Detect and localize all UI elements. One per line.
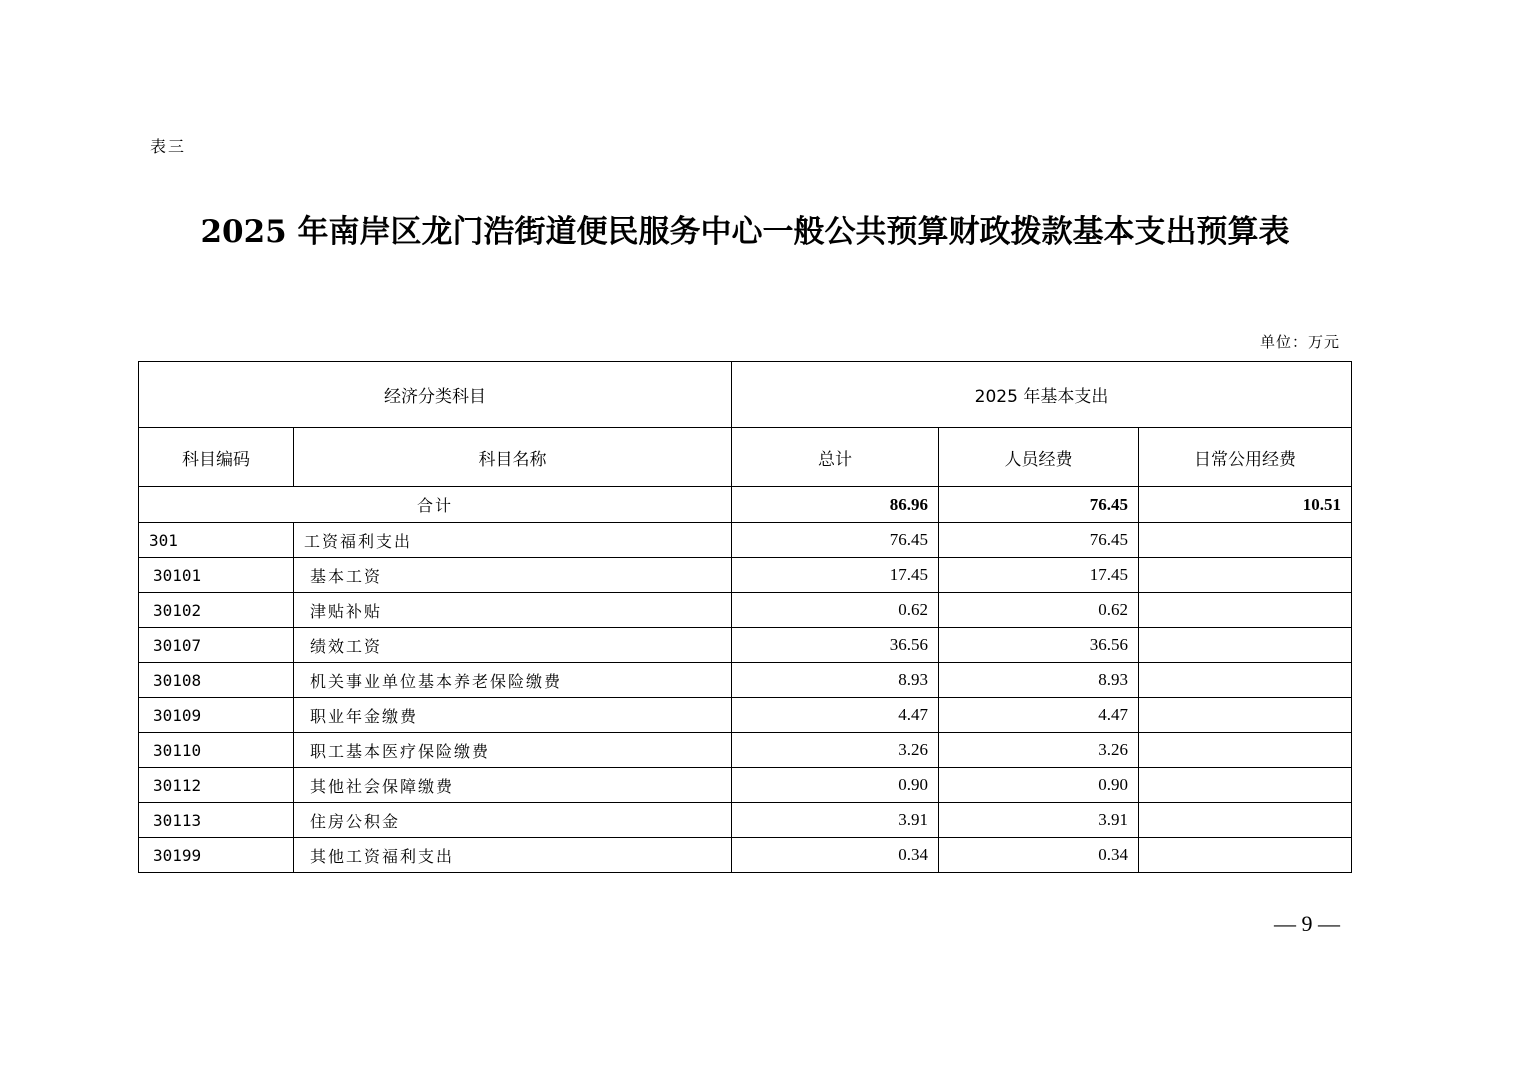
- total-row-public: 10.51: [1139, 487, 1352, 523]
- row-code: 30102: [139, 593, 294, 628]
- public-column-header: 日常公用经费: [1139, 428, 1352, 487]
- total-row: [139, 487, 1352, 523]
- row-public: [1139, 733, 1352, 768]
- row-total: 3.26: [732, 733, 939, 768]
- row-public: [1139, 768, 1352, 803]
- row-total: 76.45: [732, 523, 939, 558]
- row-total: 0.62: [732, 593, 939, 628]
- basic-expenditure-header: 2025 年基本支出: [732, 362, 1352, 428]
- total-row-label: 合计: [139, 487, 732, 523]
- table-row: [139, 558, 1352, 593]
- row-public: [1139, 698, 1352, 733]
- table-row: [139, 628, 1352, 663]
- table-row: [139, 663, 1352, 698]
- row-personnel: 36.56: [939, 628, 1139, 663]
- table-row: [139, 838, 1352, 873]
- row-public: [1139, 628, 1352, 663]
- table-row: [139, 698, 1352, 733]
- row-total: 4.47: [732, 698, 939, 733]
- row-code: 30113: [139, 803, 294, 838]
- unit-label: 单位：万元: [1259, 333, 1340, 351]
- row-public: [1139, 593, 1352, 628]
- name-column-header: 科目名称: [294, 428, 732, 487]
- row-name: 职业年金缴费: [294, 698, 732, 733]
- row-personnel: 3.26: [939, 733, 1139, 768]
- total-column-header: 总计: [732, 428, 939, 487]
- row-code: 30108: [139, 663, 294, 698]
- row-name: 职工基本医疗保险缴费: [294, 733, 732, 768]
- total-row-total: 86.96: [732, 487, 939, 523]
- row-code: 30109: [139, 698, 294, 733]
- budget-table: [138, 361, 1352, 873]
- row-name: 其他社会保障缴费: [294, 768, 732, 803]
- row-name: 津贴补贴: [294, 593, 732, 628]
- row-personnel: 4.47: [939, 698, 1139, 733]
- page-title: 2025 年南岸区龙门浩街道便民服务中心一般公共预算财政拨款基本支出预算表: [200, 214, 1290, 250]
- row-code: 30107: [139, 628, 294, 663]
- row-total: 0.34: [732, 838, 939, 873]
- table-row: [139, 803, 1352, 838]
- row-personnel: 76.45: [939, 523, 1139, 558]
- personnel-column-header: 人员经费: [939, 428, 1139, 487]
- group-header-row: [139, 362, 1352, 428]
- row-total: 8.93: [732, 663, 939, 698]
- row-name: 绩效工资: [294, 628, 732, 663]
- row-code: 30199: [139, 838, 294, 873]
- row-code: 30112: [139, 768, 294, 803]
- table-row: [139, 593, 1352, 628]
- row-public: [1139, 523, 1352, 558]
- row-personnel: 3.91: [939, 803, 1139, 838]
- row-name: 住房公积金: [294, 803, 732, 838]
- table-row: [139, 523, 1352, 558]
- row-public: [1139, 663, 1352, 698]
- row-name: 其他工资福利支出: [294, 838, 732, 873]
- row-personnel: 17.45: [939, 558, 1139, 593]
- row-total: 0.90: [732, 768, 939, 803]
- row-name: 机关事业单位基本养老保险缴费: [294, 663, 732, 698]
- row-name: 基本工资: [294, 558, 732, 593]
- row-code: 30101: [139, 558, 294, 593]
- row-personnel: 0.62: [939, 593, 1139, 628]
- row-personnel: 0.90: [939, 768, 1139, 803]
- row-public: [1139, 838, 1352, 873]
- row-code: 30110: [139, 733, 294, 768]
- row-total: 36.56: [732, 628, 939, 663]
- row-public: [1139, 558, 1352, 593]
- row-code: 301: [139, 523, 294, 558]
- table-row: [139, 733, 1352, 768]
- total-row-personnel: 76.45: [939, 487, 1139, 523]
- page-number: — 9 —: [1274, 911, 1340, 936]
- row-public: [1139, 803, 1352, 838]
- column-header-row: [139, 428, 1352, 487]
- table-row: [139, 768, 1352, 803]
- economic-category-header: 经济分类科目: [139, 362, 732, 428]
- row-name: 工资福利支出: [294, 523, 732, 558]
- code-column-header: 科目编码: [139, 428, 294, 487]
- row-total: 3.91: [732, 803, 939, 838]
- table-label: 表三: [150, 137, 187, 156]
- row-personnel: 8.93: [939, 663, 1139, 698]
- row-personnel: 0.34: [939, 838, 1139, 873]
- row-total: 17.45: [732, 558, 939, 593]
